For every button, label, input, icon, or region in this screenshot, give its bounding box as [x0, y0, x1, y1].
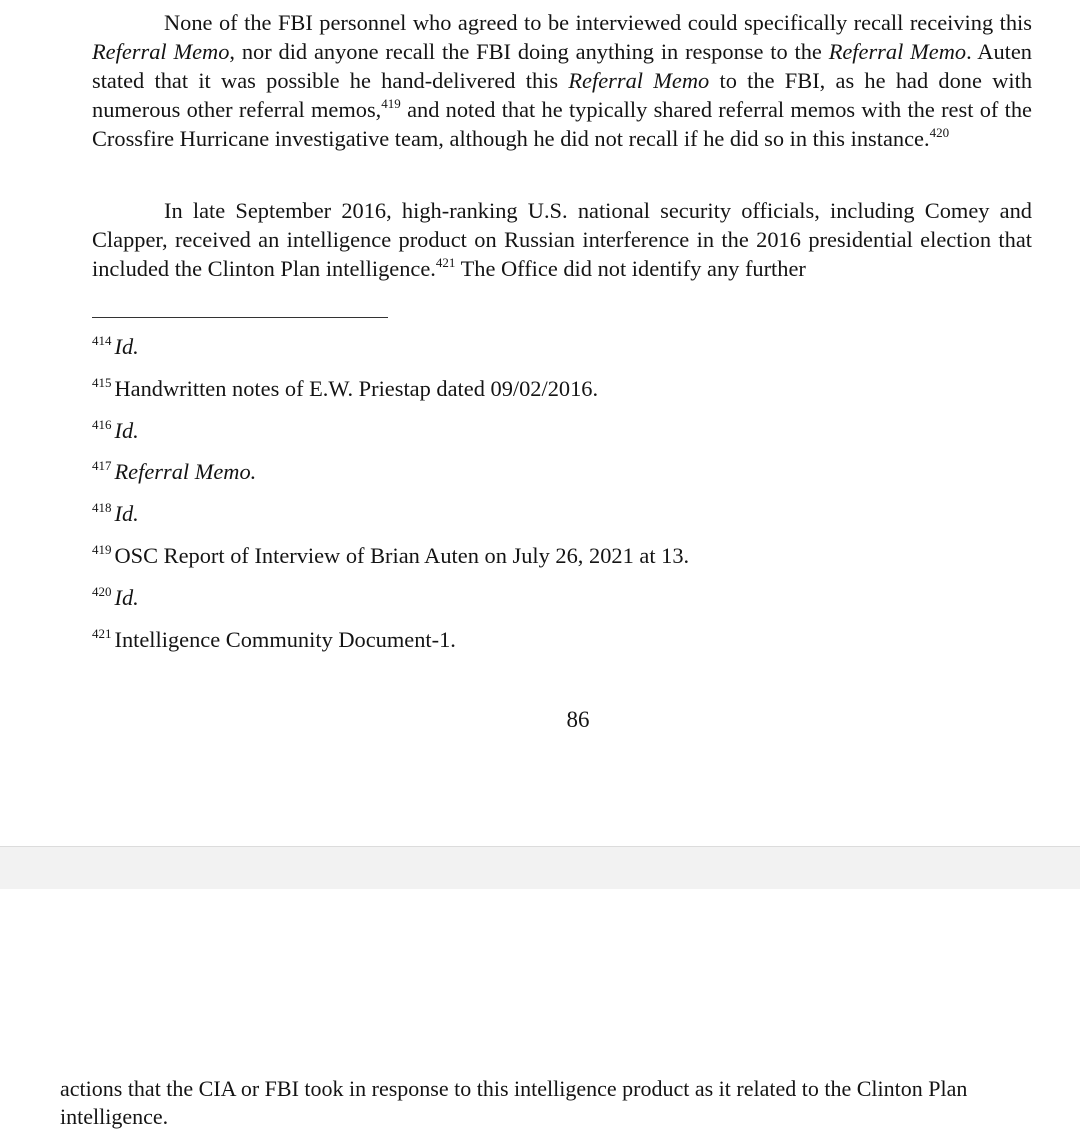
footnote: $^{421}$ Intelligence Community Document-1.	[92, 626, 456, 652]
footnote: $^{416}$ Id.	[92, 417, 139, 443]
italic-title: Referral Memo	[92, 39, 230, 64]
body-paragraph: In late September 2016, high-ranking U.S. national security officials, including Comey and Clapper, received an intelligence product on Russian interference in the 2016 presidential election that included the Clinton Plan intelligence.$^{421}$ The Office did not identify any further	[92, 198, 1032, 281]
page-number: 86	[566, 707, 590, 732]
italic-title: Referral Memo	[828, 39, 967, 64]
footnote: $^{417}$ Referral Memo.	[92, 458, 257, 484]
italic-title: Referral Memo	[568, 68, 710, 93]
footnote-ref[interactable]: 420	[929, 125, 950, 140]
footnote-divider	[92, 317, 388, 318]
footnote: $^{415}$ Handwritten notes of E.W. Priestap dated 09/02/2016.	[92, 375, 599, 401]
footnote: $^{420}$ Id.	[92, 584, 139, 610]
footnote: $^{418}$ Id.	[92, 500, 139, 526]
footnote-ref[interactable]: 419	[381, 96, 401, 111]
footnote: $^{419}$ OSC Report of Interview of Brian Auten on July 26, 2021 at 13.	[92, 542, 690, 568]
footnote-ref[interactable]: 421	[435, 255, 456, 270]
footnote: $^{414}$ Id.	[92, 333, 139, 359]
document-page-87	[0, 889, 1080, 1146]
body-paragraph: None of the FBI personnel who agreed to be interviewed could specifically recall receiving this Referral Memo, nor did anyone recall the FBI doing anything in response to the Referral Memo. Auten stated that it was possible he hand-delivered this Referral Memo to the FBI, as he had done with numerous other referral memos,$^{419}$ and noted that he typically shared referral memos with the rest of the Crossfire Hurricane investigative team, although he did not recall if he did so in this instance.$^{420}$	[92, 10, 1033, 151]
page-separator	[0, 846, 1080, 890]
body-paragraph: actions that the CIA or FBI took in response to this intelligence product as it related to the Clinton Plan intelligence.	[60, 1076, 968, 1129]
